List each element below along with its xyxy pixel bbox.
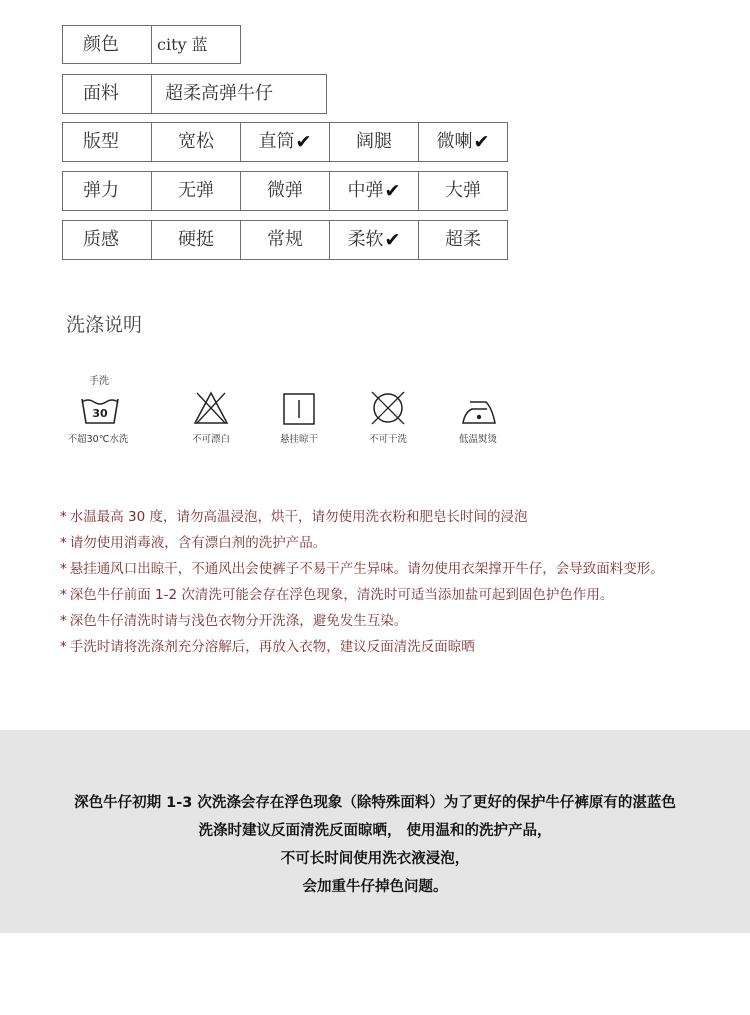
spec-feel-option: 硬挺: [151, 220, 241, 260]
spec-feel-label: 质感: [62, 220, 152, 260]
hang-dry-label: 悬挂晾干: [279, 434, 319, 445]
note-bullet: *: [60, 587, 67, 603]
spec-stretch-option: 中弹 ✔: [329, 171, 419, 211]
no-bleach-icon: [192, 390, 230, 426]
spec-color-label: 颜色: [62, 25, 152, 64]
banner-line-1: 深色牛仔初期 1-3 次洗涤会存在浮色现象（除特殊面料）为了更好的保护牛仔裤原有的湛蓝色: [74, 795, 676, 811]
spec-fabric-label: 面料: [62, 74, 152, 114]
wash-note: [60, 531, 326, 551]
spec-fit-option: 阔腿: [329, 122, 419, 162]
check-icon: ✔: [295, 130, 312, 153]
spec-feel-option: 常规: [240, 220, 330, 260]
banner-line-3: 不可长时间使用洗衣液浸泡，: [280, 851, 470, 867]
handwash-temp: 30: [92, 407, 108, 420]
spec-color-value: city 蓝: [151, 25, 241, 64]
spec-fabric-value: 超柔高弹牛仔: [151, 74, 327, 114]
spec-fit-option: 直筒 ✔: [240, 122, 330, 162]
wash-note: [60, 505, 528, 525]
wash-title: 洗涤说明: [66, 314, 143, 336]
banner-line-4: 会加重牛仔掉色问题。: [302, 879, 448, 895]
spec-stretch-label: 弹力: [62, 171, 152, 211]
spec-stretch-option: 无弹: [151, 171, 241, 211]
note-text: 手洗时请将洗涤剂充分溶解后，再放入衣物，建议反面清洗反面晾晒: [69, 639, 475, 655]
wash-note: [60, 635, 475, 655]
spec-feel-option: 超柔: [418, 220, 508, 260]
check-icon: ✔: [473, 130, 490, 153]
spec-fit-label: 版型: [62, 122, 152, 162]
wash-note: [60, 557, 664, 577]
note-text: 深色牛仔前面 1-2 次清洗可能会存在浮色现象，清洗时可适当添加盐可起到固色护色作用。: [69, 587, 614, 603]
note-text: 悬挂通风口出晾干，不通风出会使裤子不易干产生异味。请勿使用衣架撑开牛仔，会导致面料变形。: [69, 561, 664, 577]
spec-feel-option: 柔软 ✔: [329, 220, 419, 260]
hang-dry-icon: [282, 392, 316, 426]
no-dry-clean-label: 不可干洗: [368, 434, 408, 445]
wash-note: [60, 583, 613, 603]
note-bullet: *: [60, 639, 67, 655]
note-text: 水温最高 30 度，请勿高温浸泡，烘干，请勿使用洗衣粉和肥皂长时间的浸泡: [69, 509, 528, 525]
note-bullet: *: [60, 561, 67, 577]
no-bleach-label: 不可漂白: [191, 434, 231, 445]
handwash-label: 不超30℃水洗: [67, 434, 129, 445]
note-text: 请勿使用消毒液，含有漂白剂的洗护产品。: [69, 535, 327, 551]
spec-stretch-option: 微弹: [240, 171, 330, 211]
check-icon: ✔: [384, 228, 401, 251]
denim-care-banner: [0, 730, 750, 933]
no-dry-clean-icon: [369, 389, 407, 427]
check-icon: ✔: [384, 179, 401, 202]
hand-wash-top-label: 手洗: [89, 376, 109, 387]
note-bullet: *: [60, 509, 67, 525]
spec-stretch-option: 大弹: [418, 171, 508, 211]
note-bullet: *: [60, 613, 67, 629]
low-iron-label: 低温熨烫: [458, 434, 498, 445]
handwash-icon: [80, 395, 120, 425]
note-text: 深色牛仔清洗时请与浅色衣物分开洗涤，避免发生互染。: [69, 613, 408, 629]
spec-fit-option: 宽松: [151, 122, 241, 162]
note-bullet: *: [60, 535, 67, 551]
spec-fit-option: 微喇 ✔: [418, 122, 508, 162]
banner-line-2: 洗涤时建议反面清洗反面晾晒， 使用温和的洗护产品，: [198, 823, 552, 839]
low-iron-icon: [460, 396, 498, 426]
wash-note: [60, 609, 407, 629]
